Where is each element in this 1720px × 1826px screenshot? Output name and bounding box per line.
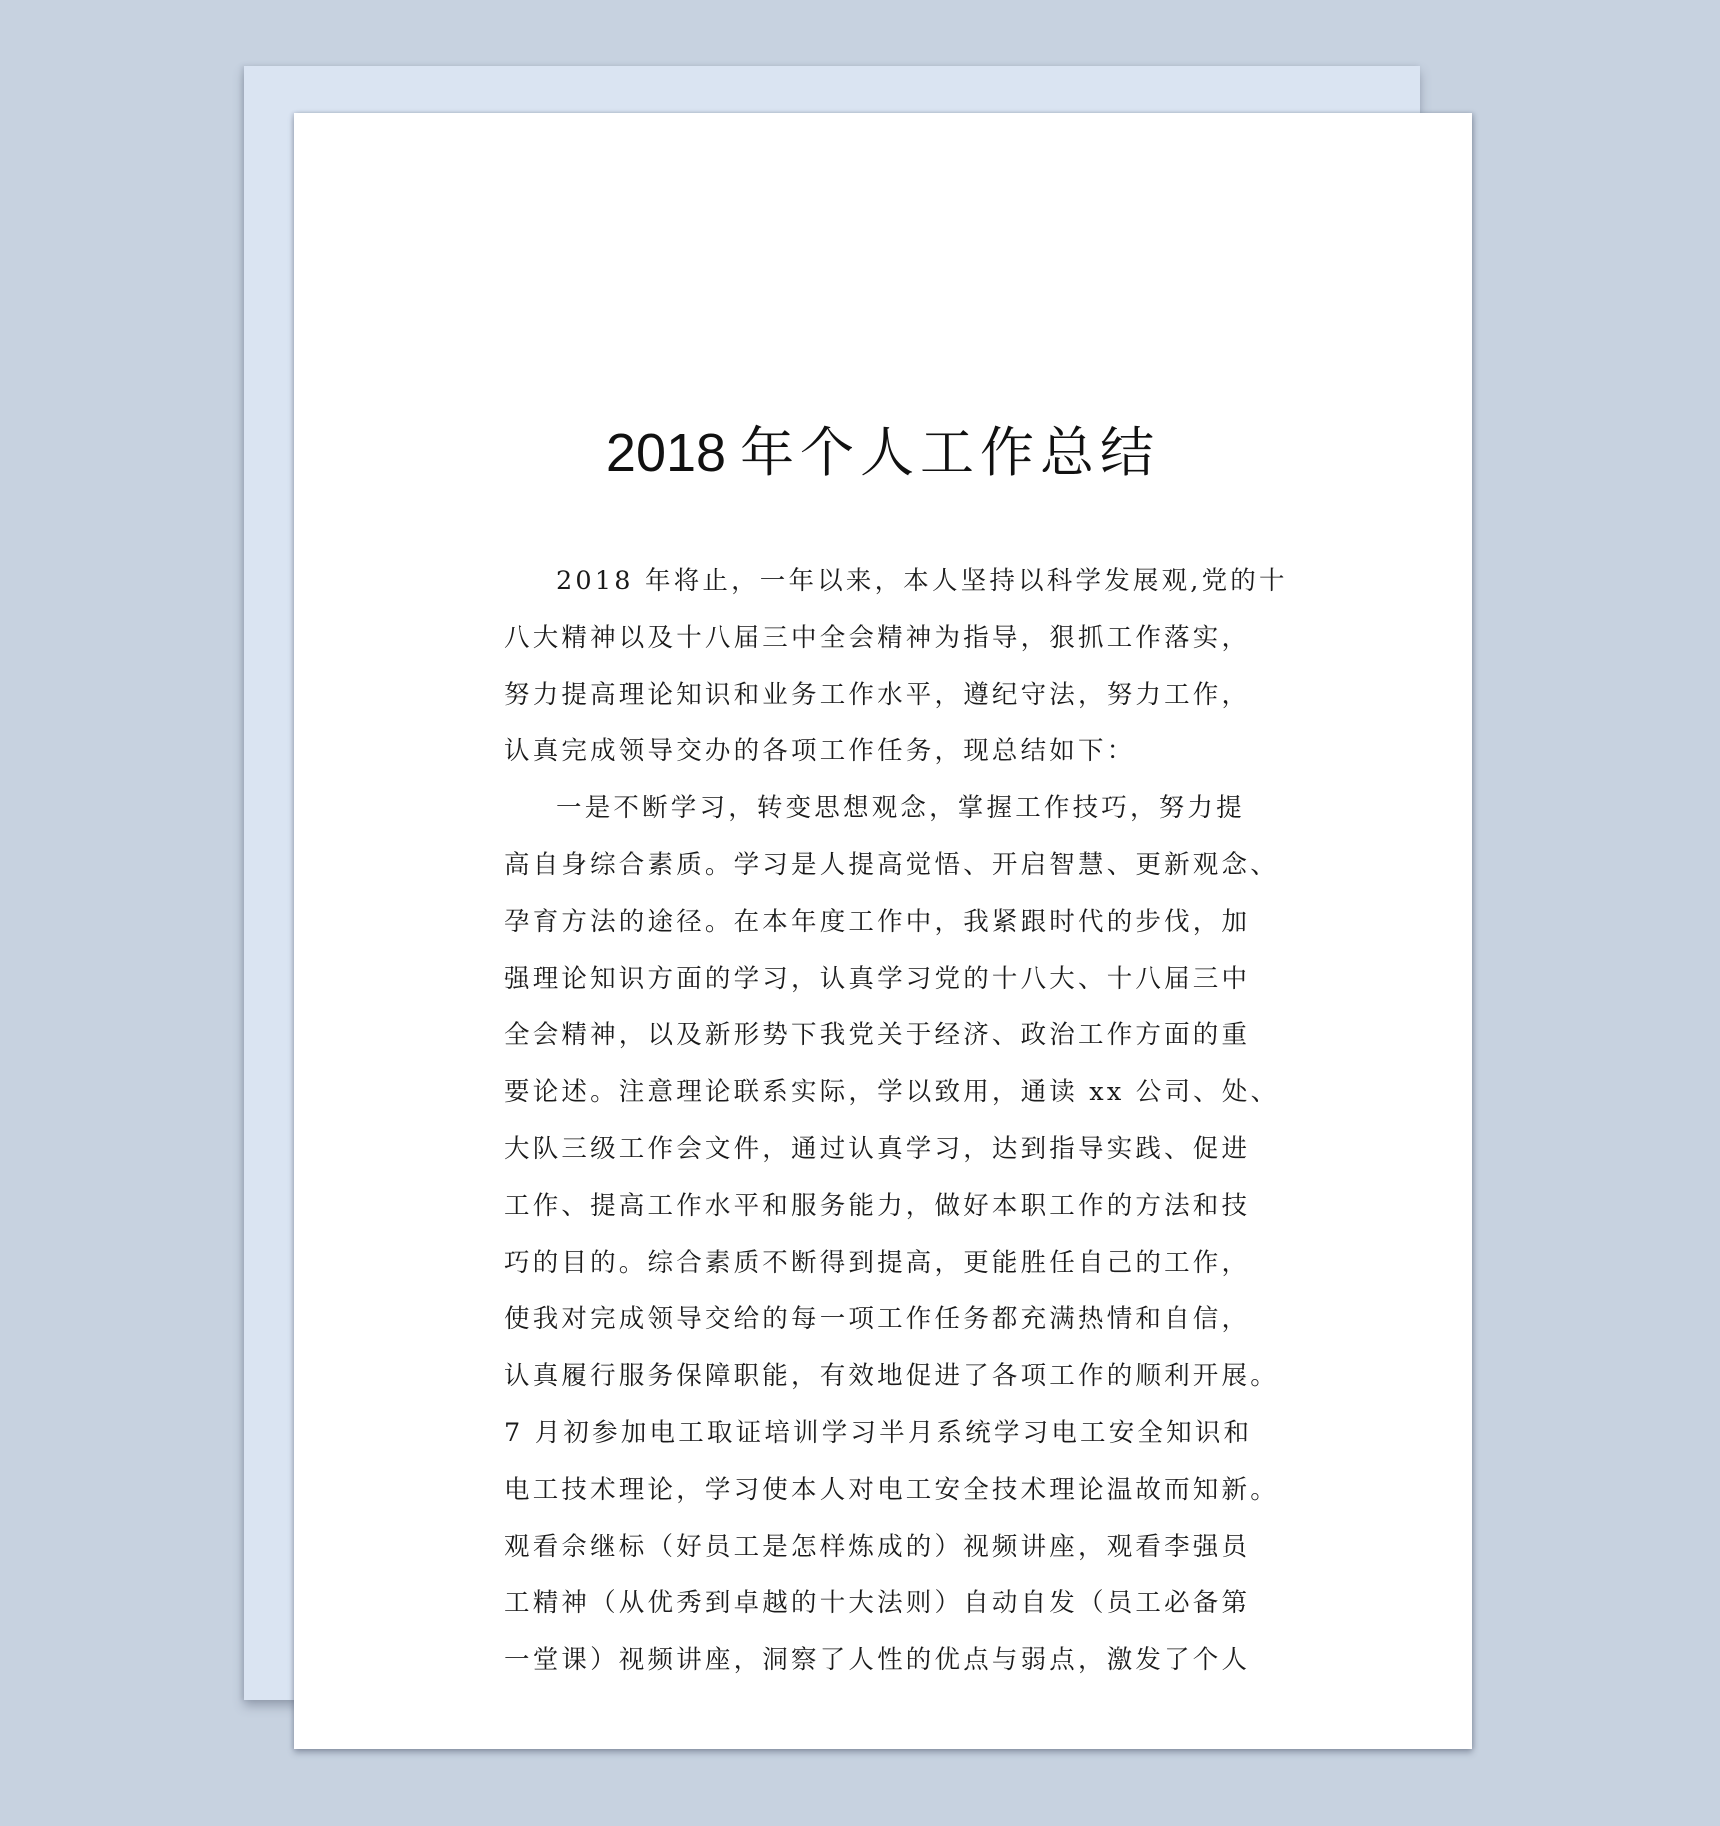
text-line: 2018 年将止，一年以来，本人坚持以科学发展观,党的十: [556, 566, 1288, 596]
document-body: [504, 553, 1288, 1689]
text-line: 使我对完成领导交给的每一项工作任务都充满热情和自信，: [504, 1304, 1251, 1335]
text-line: 工作、提高工作水平和服务能力，做好本职工作的方法和技: [504, 1190, 1251, 1221]
text-line: 高自身综合素质。学习是人提高觉悟、开启智慧、更新观念、: [504, 849, 1279, 880]
text-line: 认真履行服务保障职能，有效地促进了各项工作的顺利开展。: [504, 1361, 1279, 1392]
text-line: 7 月初参加电工取证培训学习半月系统学习电工安全知识和: [504, 1417, 1253, 1448]
text-line: 观看佘继标（好员工是怎样炼成的）视频讲座，观看李强员: [504, 1531, 1251, 1562]
text-line: 一堂课）视频讲座，洞察了人性的优点与弱点，激发了个人: [504, 1645, 1251, 1676]
text-line: 电工技术理论，学习使本人对电工安全技术理论温故而知新。: [504, 1474, 1279, 1505]
text-line: 大队三级工作会文件，通过认真学习，达到指导实践、促进: [504, 1133, 1251, 1164]
text-line: 要论述。注意理论联系实际，学以致用，通读 xx 公司、处、: [504, 1077, 1280, 1108]
text-line: 全会精神，以及新形势下我党关于经济、政治工作方面的重: [504, 1020, 1251, 1051]
document-page: [294, 113, 1472, 1749]
document-title: [294, 413, 1472, 493]
text-line: 努力提高理论知识和业务工作水平，遵纪守法，努力工作，: [504, 679, 1251, 710]
text-line: 巧的目的。综合素质不断得到提高，更能胜任自己的工作，: [504, 1247, 1251, 1278]
text-line: 强理论知识方面的学习，认真学习党的十八大、十八届三中: [504, 963, 1251, 994]
title-text: 年个人工作总结: [740, 421, 1161, 484]
title-year: 2018: [605, 423, 727, 483]
text-line: 认真完成领导交办的各项工作任务，现总结如下：: [504, 736, 1136, 767]
text-line: 八大精神以及十八届三中全会精神为指导，狠抓工作落实，: [504, 622, 1251, 653]
text-line: 孕育方法的途径。在本年度工作中，我紧跟时代的步伐，加: [504, 906, 1251, 937]
text-line: 一是不断学习，转变思想观念，掌握工作技巧，努力提: [556, 793, 1245, 824]
text-line: 工精神（从优秀到卓越的十大法则）自动自发（员工必备第: [504, 1588, 1251, 1619]
